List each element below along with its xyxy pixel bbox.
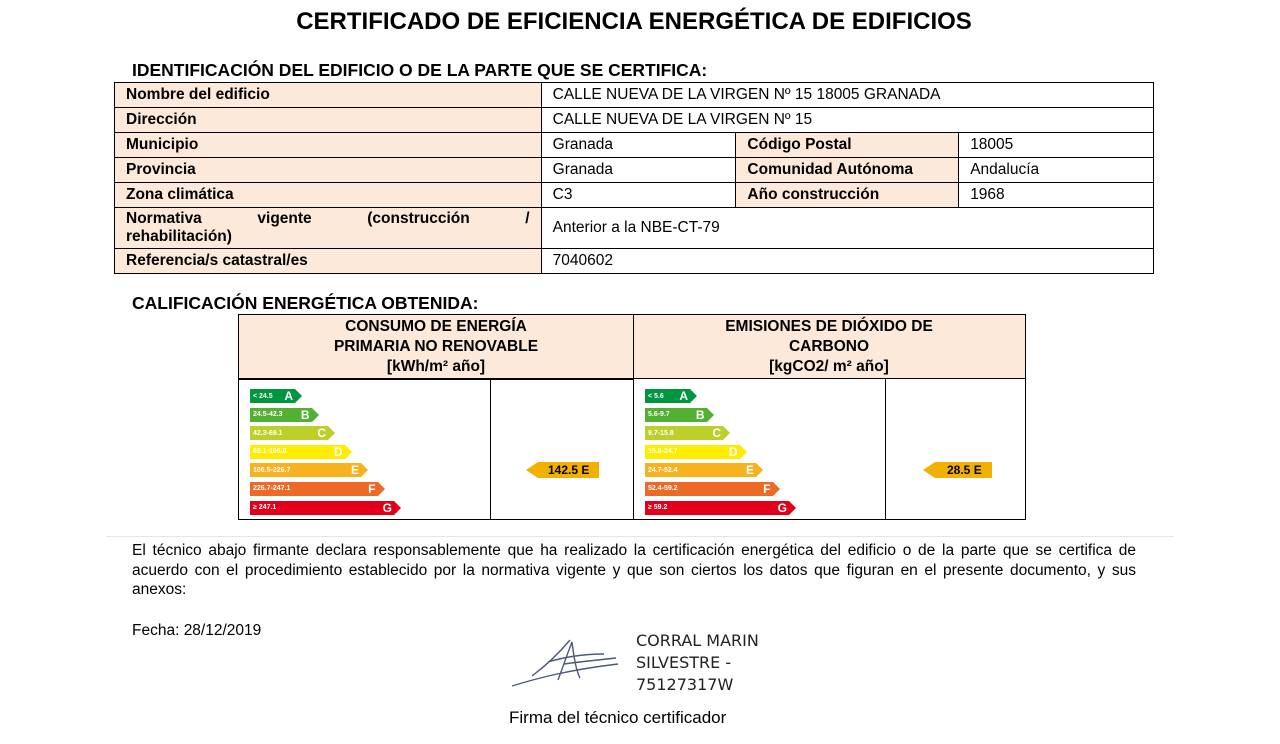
divider [106, 536, 1174, 537]
identification-table [114, 82, 1154, 274]
energy-range-label: ≥ 247.1 [253, 504, 277, 512]
energy-range-label: < 5.6 [648, 392, 664, 400]
cp-label: Código Postal [736, 133, 959, 158]
divider [490, 379, 491, 519]
consumo-result-label: 142.5 E [538, 462, 599, 478]
energy-letter-label: F [763, 481, 771, 496]
energy-letter-label: A [284, 389, 293, 403]
municipio-label: Municipio [115, 133, 542, 158]
energy-range-label: 106.5-226.7 [253, 466, 291, 474]
energy-range-label: 226.7-247.1 [253, 485, 291, 493]
referencia-value: 7040602 [541, 249, 1153, 274]
consumo-result-indicator [526, 462, 599, 478]
nombre-value: CALLE NUEVA DE LA VIRGEN Nº 15 18005 GRANADA [541, 83, 1153, 108]
anio-value: 1968 [959, 183, 1154, 208]
energy-range-label: 5.6-9.7 [648, 411, 670, 419]
energy-letter-label: A [679, 389, 688, 403]
energy-range-label: < 24.5 [253, 392, 273, 400]
table-row [115, 83, 1154, 108]
calificacion-panel [238, 314, 1026, 520]
emisiones-result-label: 28.5 E [935, 462, 992, 478]
energy-letter-label: D [728, 444, 738, 459]
table-row [115, 249, 1154, 274]
divider [885, 379, 886, 519]
energy-range-label: 15.8-24.7 [648, 448, 678, 456]
municipio-value: Granada [541, 133, 736, 158]
zona-label: Zona climática [115, 183, 542, 208]
energy-letter-label: C [712, 426, 721, 441]
table-row [115, 183, 1154, 208]
provincia-value: Granada [541, 158, 736, 183]
energy-range-label: 24.5-42.3 [253, 411, 283, 419]
energy-letter-label: C [317, 426, 326, 441]
direccion-label: Dirección [115, 108, 542, 133]
table-row [115, 158, 1154, 183]
consumo-header: CONSUMO DE ENERGÍA PRIMARIA NO RENOVABLE [kWh/m² año] [239, 315, 633, 379]
calificacion-heading: CALIFICACIÓN ENERGÉTICA OBTENIDA: [132, 293, 479, 313]
table-row [115, 208, 1154, 249]
document-title: CERTIFICADO DE EFICIENCIA ENERGÉTICA DE EDIFICIOS [296, 8, 972, 35]
emisiones-result-indicator [923, 462, 992, 478]
energy-range-label: 24.7-52.4 [648, 466, 678, 474]
cp-value: 18005 [959, 133, 1154, 158]
table-row [115, 108, 1154, 133]
table-row [115, 133, 1154, 158]
emisiones-header: EMISIONES DE DIÓXIDO DE CARBONO [kgCO2/ m² año] [633, 315, 1025, 379]
divider [633, 315, 634, 519]
energy-letter-label: E [745, 463, 754, 478]
energy-letter-label: E [350, 463, 359, 478]
energy-letter-label: G [382, 500, 392, 515]
comunidad-value: Andalucía [959, 158, 1154, 183]
energy-letter-label: B [695, 407, 705, 422]
referencia-label: Referencia/s catastral/es [115, 249, 542, 274]
energy-range-label: 69.1-106.0 [253, 448, 287, 456]
firma-label: Firma del técnico certificador [509, 708, 727, 727]
energy-letter-label: G [777, 500, 787, 515]
energy-letter-label: D [333, 444, 343, 459]
normativa-label: Normativa vigente (construcción / rehabilitación) [115, 208, 542, 249]
energy-letter-label: B [300, 407, 310, 422]
energy-range-label: 52.4-59.2 [648, 485, 678, 493]
energy-range-label: ≥ 59.2 [648, 504, 668, 512]
fecha: Fecha: 28/12/2019 [132, 622, 262, 639]
declaration-text: El técnico abajo firmante declara responsablemente que ha realizado la certificación energética del edificio o de la parte que se certifica de acuerdo con el procedimiento establecido por la normativa vigente y que son ciertos los datos que figuran en el presente documento, y sus anexos: [132, 542, 1136, 598]
comunidad-label: Comunidad Autónoma [736, 158, 959, 183]
normativa-value: Anterior a la NBE-CT-79 [541, 208, 1153, 249]
signer-name: CORRAL MARIN SILVESTRE - 75127317W [636, 631, 759, 694]
nombre-label: Nombre del edificio [115, 83, 542, 108]
identification-heading: IDENTIFICACIÓN DEL EDIFICIO O DE LA PARTE QUE SE CERTIFICA: [132, 60, 708, 80]
energy-range-label: 42.3-69.1 [253, 429, 283, 437]
zona-value: C3 [541, 183, 736, 208]
direccion-value: CALLE NUEVA DE LA VIRGEN Nº 15 [541, 108, 1153, 133]
energy-range-label: 9.7-15.8 [648, 429, 674, 437]
provincia-label: Provincia [115, 158, 542, 183]
energy-letter-label: F [368, 481, 376, 496]
anio-label: Año construcción [736, 183, 959, 208]
signature-image [508, 634, 628, 694]
